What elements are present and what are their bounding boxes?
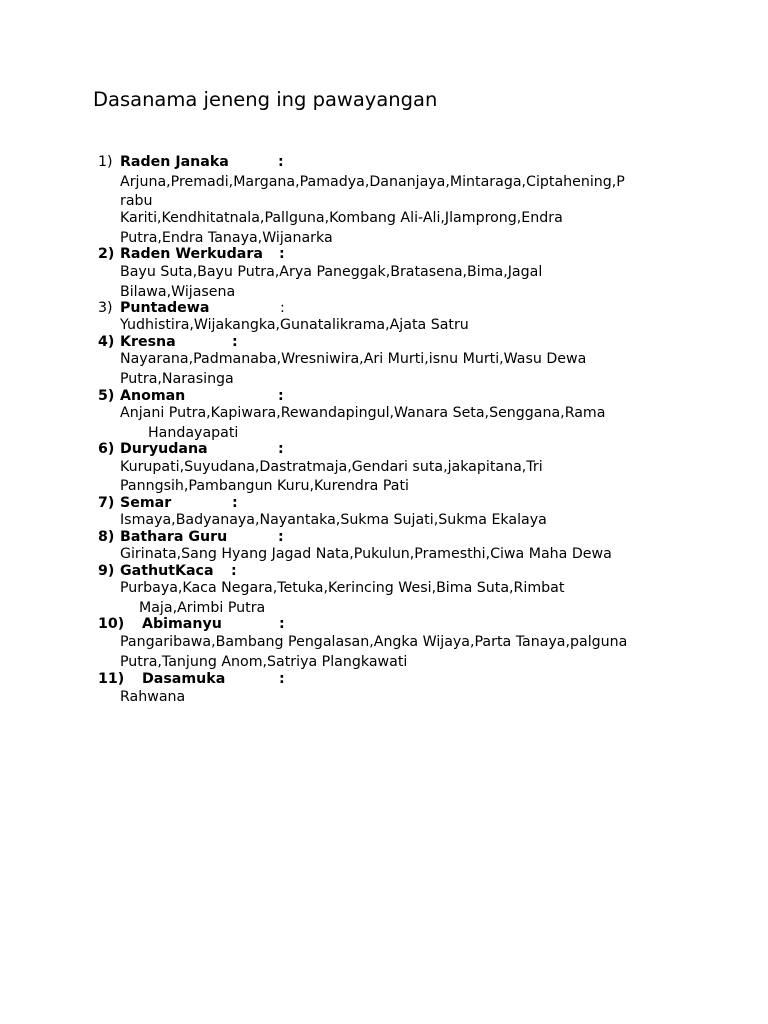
entry-text-line: Nayarana,Padmanaba,Wresniwira,Ari Murti,isnu Murti,Wasu Dewa [120, 351, 587, 367]
entry-colon: : [232, 495, 238, 511]
entry-number: 9) [98, 563, 115, 579]
entry-colon: : [278, 388, 284, 404]
entry-text-line: Putra,Endra Tanaya,Wijanarka [120, 230, 333, 246]
entry-text-line: Girinata,Sang Hyang Jagad Nata,Pukulun,Pramesthi,Ciwa Maha Dewa [120, 546, 612, 562]
entry-name: Anoman [120, 388, 186, 404]
entry-colon: : [278, 154, 284, 170]
entry-text-line: Panngsih,Pambangun Kuru,Kurendra Pati [120, 478, 409, 494]
entry-number: 4) [98, 334, 115, 350]
entry-text-line: rabu [120, 193, 153, 209]
entry-colon: : [231, 563, 237, 579]
entry-text-line: Pangaribawa,Bambang Pengalasan,Angka Wijaya,Parta Tanaya,palguna [120, 634, 628, 650]
entry-text-line: Kurupati,Suyudana,Dastratmaja,Gendari suta,jakapitana,Tri [120, 459, 543, 475]
entry-colon: : [279, 671, 285, 687]
entry-colon: : [280, 300, 285, 316]
entry-number: 8) [98, 529, 115, 545]
entry-number: 11) [98, 671, 125, 687]
entry-number: 6) [98, 441, 115, 457]
entry-text-line: Ismaya,Badyanaya,Nayantaka,Sukma Sujati,Sukma Ekalaya [120, 512, 547, 528]
entry-text-line: Handayapati [148, 425, 239, 441]
entry-name: Dasamuka [142, 671, 226, 687]
entry-name: Raden Janaka [120, 154, 229, 170]
entry-text-line: Anjani Putra,Kapiwara,Rewandapingul,Wanara Seta,Senggana,Rama [120, 405, 606, 421]
entry-number: 10) [98, 616, 125, 632]
entry-text-line: Purbaya,Kaca Negara,Tetuka,Kerincing Wesi,Bima Suta,Rimbat [120, 580, 565, 596]
document-title: Dasanama jeneng ing pawayangan [93, 88, 438, 111]
entry-colon: : [279, 246, 285, 262]
entry-number: 3) [98, 300, 113, 316]
entry-name: Raden Werkudara [120, 246, 263, 262]
entry-text-line: Rahwana [120, 689, 186, 705]
entry-text-line: Yudhistira,Wijakangka,Gunatalikrama,Ajata Satru [120, 317, 469, 333]
entry-number: 5) [98, 388, 115, 404]
entry-colon: : [232, 334, 238, 350]
entry-name: Kresna [120, 334, 176, 350]
entry-name: GathutKaca [120, 563, 214, 579]
entry-name: Bathara Guru [120, 529, 228, 545]
entry-text-line: Putra,Narasinga [120, 371, 234, 387]
entry-text-line: Bilawa,Wijasena [120, 284, 236, 300]
entry-text-line: Kariti,Kendhitatnala,Pallguna,Kombang Ali-Ali,Jlamprong,Endra [120, 210, 563, 226]
entry-number: 7) [98, 495, 115, 511]
entry-name: Duryudana [120, 441, 208, 457]
entry-text-line: Bayu Suta,Bayu Putra,Arya Paneggak,Bratasena,Bima,Jagal [120, 264, 543, 280]
entry-name: Semar [120, 495, 172, 511]
entry-colon: : [279, 616, 285, 632]
entry-name: Abimanyu [142, 616, 222, 632]
entry-text-line: Putra,Tanjung Anom,Satriya Plangkawati [120, 654, 408, 670]
entry-number: 1) [98, 154, 113, 170]
entry-text-line: Maja,Arimbi Putra [139, 600, 266, 616]
entry-colon: : [278, 441, 284, 457]
entry-text-line: Arjuna,Premadi,Margana,Pamadya,Dananjaya,Mintaraga,Ciptahening,P [120, 174, 625, 190]
entry-colon: : [278, 529, 284, 545]
entry-name: Puntadewa [120, 300, 210, 316]
entry-number: 2) [98, 246, 115, 262]
